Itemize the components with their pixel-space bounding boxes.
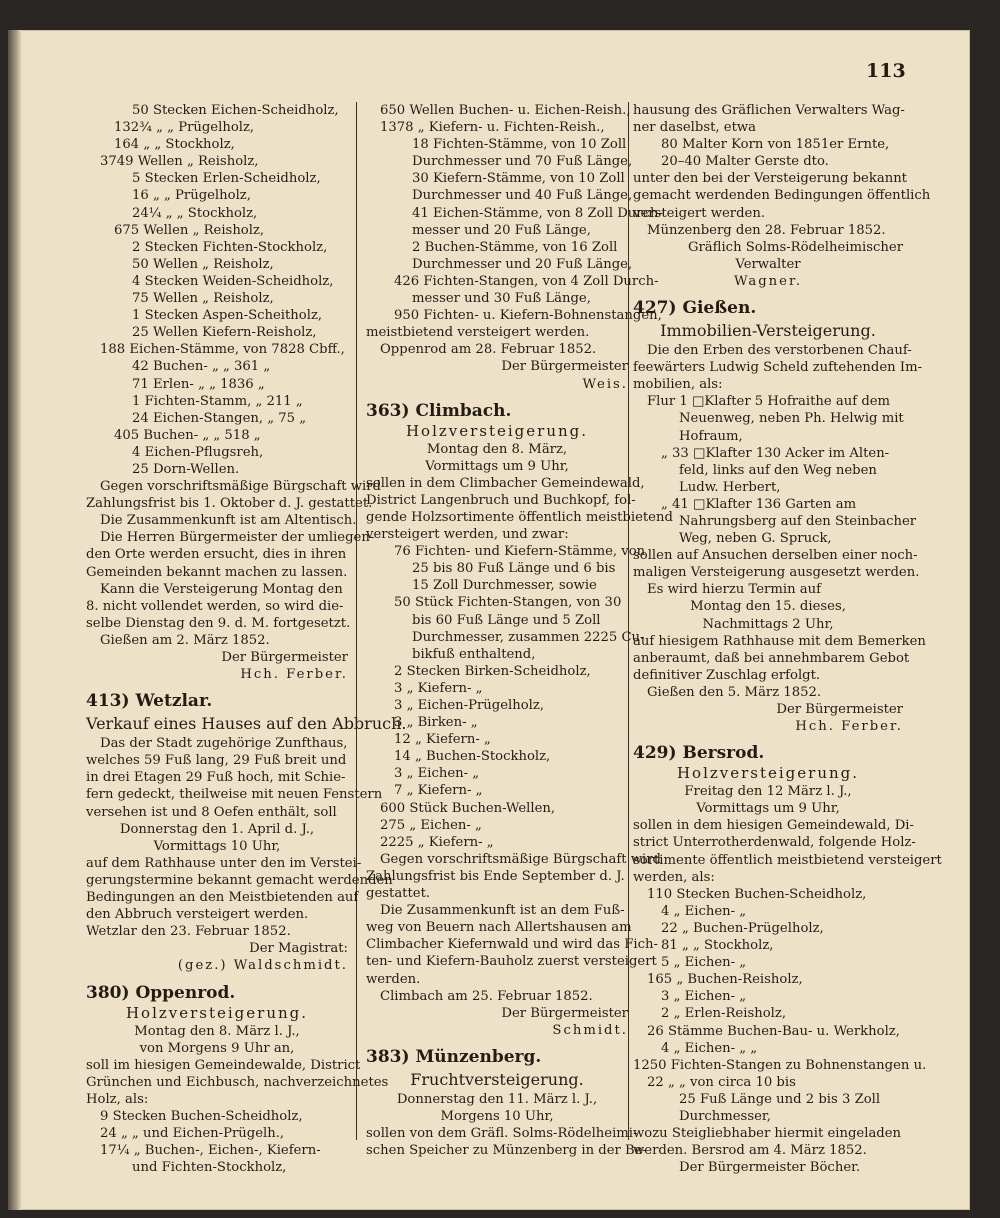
- text-line: 76 Fichten- und Kiefern-Stämme, von: [394, 544, 646, 560]
- text-line: 4 „ Eichen- „: [661, 903, 747, 919]
- text-line: hausung des Gräflichen Verwalters Wag-: [633, 103, 905, 118]
- text-line: [366, 1039, 628, 1046]
- text-line: 3 „ Kiefern- „: [394, 680, 483, 696]
- text-line: Kann die Versteigerung Montag den: [100, 581, 343, 597]
- text-line: feewärters Ludwig Scheld zuftehenden Im-: [633, 360, 923, 376]
- text-line: 2 Stecken Birken-Scheidholz,: [394, 663, 591, 679]
- text-line: 75 Wellen „ Reisholz,: [132, 291, 274, 307]
- text-line: [633, 290, 903, 297]
- text-line: auf hiesigem Rathhause mit dem Bemerken: [633, 633, 926, 649]
- text-line: Hch. Ferber.: [795, 719, 903, 735]
- text-line: 8. nicht vollendet werden, so wird die-: [86, 598, 344, 614]
- text-line: Wagner.: [733, 273, 803, 289]
- text-line: 675 Wellen „ Reisholz,: [114, 222, 265, 238]
- text-line: 950 Fichten- u. Kiefern-Bohnenstangen,: [394, 308, 662, 324]
- text-line: Freitag den 12 März l. J.,: [684, 784, 852, 800]
- text-line: 2225 „ Kiefern- „: [380, 834, 494, 850]
- text-line: 50 Stück Fichten-Stangen, von 30: [394, 595, 622, 611]
- text-line: Der Bürgermeister: [501, 1005, 628, 1021]
- text-line: [366, 393, 628, 400]
- text-line: 3 „ Birken- „: [394, 715, 478, 731]
- text-line: gerungstermine bekannt gemacht werdenden: [86, 872, 393, 888]
- text-line: [86, 975, 348, 982]
- text-line: Climbach am 25. Februar 1852.: [380, 988, 593, 1004]
- text-line: sortimente öffentlich meistbietend versteigert: [633, 852, 942, 868]
- text-line: 426 Fichten-Stangen, von 4 Zoll Durch-: [394, 273, 659, 289]
- text-line: Zahlungsfrist bis 1. Oktober d. J. gestattet.: [86, 496, 373, 512]
- text-line: 275 „ Eichen- „: [380, 817, 482, 833]
- text-line: Vormittags um 9 Uhr,: [425, 458, 569, 474]
- text-line: 15 Zoll Durchmesser, sowie: [412, 578, 597, 594]
- text-line: werden. Bersrod am 4. März 1852.: [633, 1143, 867, 1159]
- text-line: 9 Stecken Buchen-Scheidholz,: [100, 1108, 303, 1124]
- text-line: 25 Dorn-Wellen.: [132, 461, 240, 477]
- text-line: 20–40 Malter Gerste dto.: [661, 154, 829, 170]
- text-line: Gießen am 2. März 1852.: [100, 632, 270, 648]
- text-line: Montag den 8. März l. J.,: [134, 1023, 300, 1039]
- text-line: 164 „ „ Stockholz,: [114, 137, 235, 153]
- text-line: Die Zusammenkunft ist an dem Fuß-: [380, 903, 625, 919]
- text-line: und Fichten-Stockholz,: [132, 1160, 287, 1176]
- text-line: sollen in dem hiesigen Gemeindewald, Di-: [633, 818, 914, 834]
- text-line: Die den Erben des verstorbenen Chauf-: [647, 343, 912, 359]
- text-line: feld, links auf den Weg neben: [679, 462, 877, 478]
- text-line: 1 Fichten-Stamm, „ 211 „: [132, 393, 303, 409]
- text-line: werden, als:: [633, 869, 715, 885]
- text-line: sollen in dem Climbacher Gemeindewald,: [366, 475, 645, 491]
- text-line: 110 Stecken Buchen-Scheidholz,: [647, 886, 867, 902]
- text-line: Weg, neben G. Spruck,: [679, 531, 832, 547]
- text-line: 4 Stecken Weiden-Scheidholz,: [132, 273, 334, 289]
- text-line: Gemeinden bekannt machen zu lassen.: [86, 564, 348, 580]
- text-line: Die Zusammenkunft ist am Altentisch.: [100, 513, 357, 529]
- text-line: Durchmesser und 40 Fuß Länge,: [412, 188, 633, 204]
- text-line: Das der Stadt zugehörige Zunfthaus,: [100, 736, 348, 752]
- text-line: (gez.) Waldschmidt.: [177, 958, 348, 974]
- text-line: Die Herren Bürgermeister der umliegen-: [100, 530, 375, 546]
- text-line: 132¾ „ „ Prügelholz,: [114, 120, 255, 136]
- text-line: Gräflich Solms-Rödelheimischer: [687, 239, 903, 255]
- text-line: Morgens 10 Uhr,: [440, 1108, 554, 1124]
- text-line: 25 Fuß Länge und 2 bis 3 Zoll: [679, 1091, 881, 1107]
- text-line: 2 Buchen-Stämme, von 16 Zoll: [412, 239, 618, 255]
- text-line: Verkauf eines Hauses auf den Abbruch.: [86, 714, 407, 734]
- text-line: Der Bürgermeister: [221, 650, 348, 665]
- text-line: Nahrungsberg auf den Steinbacher: [679, 513, 917, 529]
- text-line: messer und 30 Fuß Länge,: [412, 291, 591, 307]
- text-line: 25 bis 80 Fuß Länge und 6 bis: [412, 561, 616, 577]
- text-line: 50 Stecken Eichen-Scheidholz,: [132, 103, 339, 118]
- text-line: sollen auf Ansuchen derselben einer noch-: [633, 548, 918, 564]
- text-line: Es wird hierzu Termin auf: [647, 582, 822, 598]
- text-line: den Orte werden ersucht, dies in ihren: [86, 547, 347, 563]
- text-line: 380) Oppenrod.: [86, 982, 236, 1003]
- text-line: Ludw. Herbert,: [679, 479, 781, 495]
- text-line: 3 „ Eichen- „: [661, 989, 747, 1005]
- text-line: Hofraum,: [679, 428, 743, 444]
- text-line: 26 Stämme Buchen-Bau- u. Werkholz,: [647, 1023, 900, 1039]
- text-line: Holzversteigerung.: [676, 764, 860, 783]
- text-line: Durchmesser,: [679, 1108, 771, 1124]
- text-line: 188 Eichen-Stämme, von 7828 Cbff.,: [100, 342, 345, 358]
- text-line: Immobilien-Versteigerung.: [660, 321, 876, 341]
- text-line: Hch. Ferber.: [240, 667, 348, 683]
- text-line: strict Unterrotherdenwald, folgende Holz-: [633, 835, 916, 851]
- text-line: 7 „ Kiefern- „: [394, 783, 483, 799]
- text-line: 50 Wellen „ Reisholz,: [132, 256, 274, 272]
- text-line: Münzenberg den 28. Februar 1852.: [647, 222, 886, 238]
- text-line: welches 59 Fuß lang, 29 Fuß breit und: [86, 753, 347, 769]
- text-line: 165 „ Buchen-Reisholz,: [647, 972, 803, 988]
- text-line: anberaumt, daß bei annehmbarem Gebot: [633, 650, 910, 666]
- text-line: [633, 735, 903, 742]
- text-line: 30 Kiefern-Stämme, von 10 Zoll: [412, 171, 625, 187]
- text-line: 22 „ Buchen-Prügelholz,: [661, 920, 824, 936]
- text-line: 24 „ „ und Eichen-Prügelh.,: [100, 1126, 285, 1142]
- text-line: bikfuß enthaltend,: [412, 646, 536, 662]
- text-line: 42 Buchen- „ „ 361 „: [132, 359, 271, 375]
- text-line: unter den bei der Versteigerung bekannt: [633, 171, 907, 187]
- text-line: ner daselbst, etwa: [633, 120, 757, 136]
- text-line: Durchmesser und 20 Fuß Länge,: [412, 256, 633, 272]
- page-number: 113: [866, 60, 906, 82]
- text-line: versteigert werden.: [633, 205, 766, 221]
- text-line: Grünchen und Eichbusch, nachverzeichnetes: [86, 1074, 389, 1090]
- column-2: [366, 102, 673, 1159]
- text-line: Fruchtversteigerung.: [410, 1069, 584, 1089]
- text-line: 18 Fichten-Stämme, von 10 Zoll: [412, 137, 627, 153]
- text-line: Vormittags um 9 Uhr,: [696, 801, 840, 817]
- text-line: messer und 20 Fuß Länge,: [412, 222, 591, 238]
- text-line: Nachmittags 2 Uhr,: [702, 616, 834, 632]
- text-line: Neuenweg, neben Ph. Helwig mit: [679, 411, 904, 427]
- text-line: Montag den 8. März,: [426, 441, 568, 457]
- text-line: District Langenbruch und Buchkopf, fol-: [366, 492, 636, 508]
- text-line: „ 41 □Klafter 136 Garten am: [661, 496, 857, 512]
- text-line: Durchmesser und 70 Fuß Länge,: [412, 154, 633, 170]
- text-line: werden.: [366, 971, 421, 987]
- text-line: Zahlungsfrist bis Ende September d. J.: [366, 868, 625, 884]
- text-line: Gegen vorschriftsmäßige Bürgschaft wird: [100, 479, 381, 495]
- text-line: weg von Beuern nach Allertshausen am: [366, 920, 632, 936]
- text-line: Holzversteigerung.: [405, 421, 589, 440]
- text-line: Der Bürgermeister: [501, 359, 628, 375]
- text-line: Vormittags 10 Uhr,: [153, 838, 281, 854]
- text-line: gestattet.: [366, 886, 431, 902]
- text-line: Oppenrod am 28. Februar 1852.: [380, 342, 597, 358]
- text-line: 17¼ „ Buchen-, Eichen-, Kiefern-: [100, 1143, 321, 1159]
- text-line: von Morgens 9 Uhr an,: [139, 1040, 295, 1056]
- text-line: 25 Wellen Kiefern-Reisholz,: [132, 325, 317, 341]
- text-line: ten- und Kiefern-Bauholz zuerst versteigert: [366, 954, 657, 970]
- text-line: Verwalter: [735, 256, 801, 272]
- text-line: 5 Stecken Erlen-Scheidholz,: [132, 171, 321, 187]
- text-line: sollen von dem Gräfl. Solms-Rödelheimi-: [366, 1126, 638, 1142]
- text-line: Schmidt.: [552, 1022, 628, 1038]
- text-line: Der Bürgermeister: [776, 702, 903, 717]
- text-line: Bedingungen an den Meistbietenden auf: [86, 890, 359, 906]
- text-line: 3 „ Eichen- „: [394, 766, 480, 782]
- text-line: 427) Gießen.: [633, 298, 757, 319]
- text-line: Weis.: [582, 376, 628, 392]
- text-line: 405 Buchen- „ „ 518 „: [114, 427, 261, 443]
- text-line: versehen ist und 8 Oefen enthält, soll: [86, 804, 337, 820]
- column-3: [633, 102, 942, 1176]
- text-line: 16 „ „ Prügelholz,: [132, 188, 251, 204]
- text-line: den Abbruch versteigert werden.: [86, 907, 309, 923]
- text-line: definitiver Zuschlag erfolgt.: [633, 667, 821, 683]
- text-line: gemacht werdenden Bedingungen öffentlich: [633, 188, 931, 204]
- text-line: Donnerstag den 1. April d. J.,: [119, 821, 315, 837]
- text-line: wozu Steigliebhaber hiermit eingeladen: [633, 1126, 902, 1142]
- text-line: 2 Stecken Fichten-Stockholz,: [132, 239, 328, 255]
- text-line: gende Holzsortimente öffentlich meistbietend: [366, 509, 673, 525]
- text-line: schen Speicher zu Münzenberg in der Be-: [366, 1143, 647, 1159]
- text-line: [86, 683, 348, 690]
- text-line: 2 „ Erlen-Reisholz,: [661, 1006, 787, 1022]
- text-line: versteigert werden, und zwar:: [366, 527, 569, 543]
- text-line: soll im hiesigen Gemeindewalde, District: [86, 1057, 361, 1073]
- text-line: 24¼ „ „ Stockholz,: [132, 205, 258, 221]
- text-line: 22 „ „ von circa 10 bis: [647, 1074, 796, 1090]
- text-line: Donnerstag den 11. März l. J.,: [396, 1091, 598, 1107]
- text-line: 80 Malter Korn von 1851er Ernte,: [661, 137, 890, 153]
- text-line: 600 Stück Buchen-Wellen,: [380, 800, 556, 816]
- text-line: Holzversteigerung.: [125, 1003, 309, 1022]
- text-line: Durchmesser, zusammen 2225 Cu-: [412, 629, 645, 645]
- text-line: „ 33 □Klafter 130 Acker im Alten-: [661, 445, 890, 461]
- text-line: 41 Eichen-Stämme, von 8 Zoll Durch-: [412, 205, 663, 221]
- column-1: [86, 102, 407, 1176]
- text-line: 363) Climbach.: [366, 400, 512, 421]
- text-line: 3 „ Eichen-Prügelholz,: [394, 698, 545, 713]
- text-line: auf dem Rathhause unter den im Verstei-: [86, 855, 362, 871]
- text-line: Flur 1 □Klafter 5 Hofraithe auf dem: [647, 394, 891, 410]
- text-line: 383) Münzenberg.: [366, 1046, 542, 1067]
- column-divider: [356, 102, 357, 1140]
- text-line: 4 Eichen-Pflugsreh,: [132, 444, 264, 460]
- text-line: 24 Eichen-Stangen, „ 75 „: [132, 410, 307, 426]
- text-line: 413) Wetzlar.: [86, 691, 213, 712]
- text-line: 429) Bersrod.: [633, 743, 765, 764]
- text-line: selbe Dienstag den 9. d. M. fortgesetzt.: [86, 615, 351, 631]
- text-line: Der Bürgermeister Böcher.: [679, 1160, 861, 1176]
- text-line: fern gedeckt, theilweise mit neuen Fenstern: [86, 787, 383, 803]
- text-line: 4 „ Eichen- „ „: [661, 1040, 758, 1056]
- text-line: Holz, als:: [86, 1091, 149, 1107]
- text-line: Wetzlar den 23. Februar 1852.: [86, 924, 291, 940]
- text-line: in drei Etagen 29 Fuß hoch, mit Schie-: [86, 770, 346, 786]
- text-line: 1378 „ Kiefern- u. Fichten-Reish.,: [380, 120, 605, 136]
- text-line: Der Magistrat:: [249, 941, 348, 957]
- text-line: 71 Erlen- „ „ 1836 „: [132, 376, 265, 392]
- text-line: meistbietend versteigert werden.: [366, 325, 590, 341]
- text-line: 3749 Wellen „ Reisholz,: [100, 154, 259, 170]
- text-line: Gegen vorschriftsmäßige Bürgschaft wird: [380, 851, 661, 867]
- text-line: 1250 Fichten-Stangen zu Bohnenstangen u.: [633, 1057, 927, 1073]
- text-line: 14 „ Buchen-Stockholz,: [394, 749, 551, 765]
- text-line: 1 Stecken Aspen-Scheitholz,: [132, 308, 323, 324]
- text-line: bis 60 Fuß Länge und 5 Zoll: [412, 612, 601, 628]
- text-line: Montag den 15. dieses,: [690, 599, 846, 615]
- newspaper-page: [8, 30, 970, 1210]
- text-line: mobilien, als:: [633, 377, 723, 393]
- text-line: Climbacher Kiefernwald und wird das Fich-: [366, 937, 658, 953]
- binding-gutter: [8, 30, 22, 1210]
- text-line: Gießen den 5. März 1852.: [647, 684, 822, 700]
- text-line: 5 „ Eichen- „: [661, 955, 747, 971]
- text-line: 650 Wellen Buchen- u. Eichen-Reish.,: [380, 103, 631, 118]
- text-line: 12 „ Kiefern- „: [394, 732, 491, 748]
- text-line: maligen Versteigerung ausgesetzt werden.: [633, 565, 920, 581]
- text-line: 81 „ „ Stockholz,: [661, 938, 774, 954]
